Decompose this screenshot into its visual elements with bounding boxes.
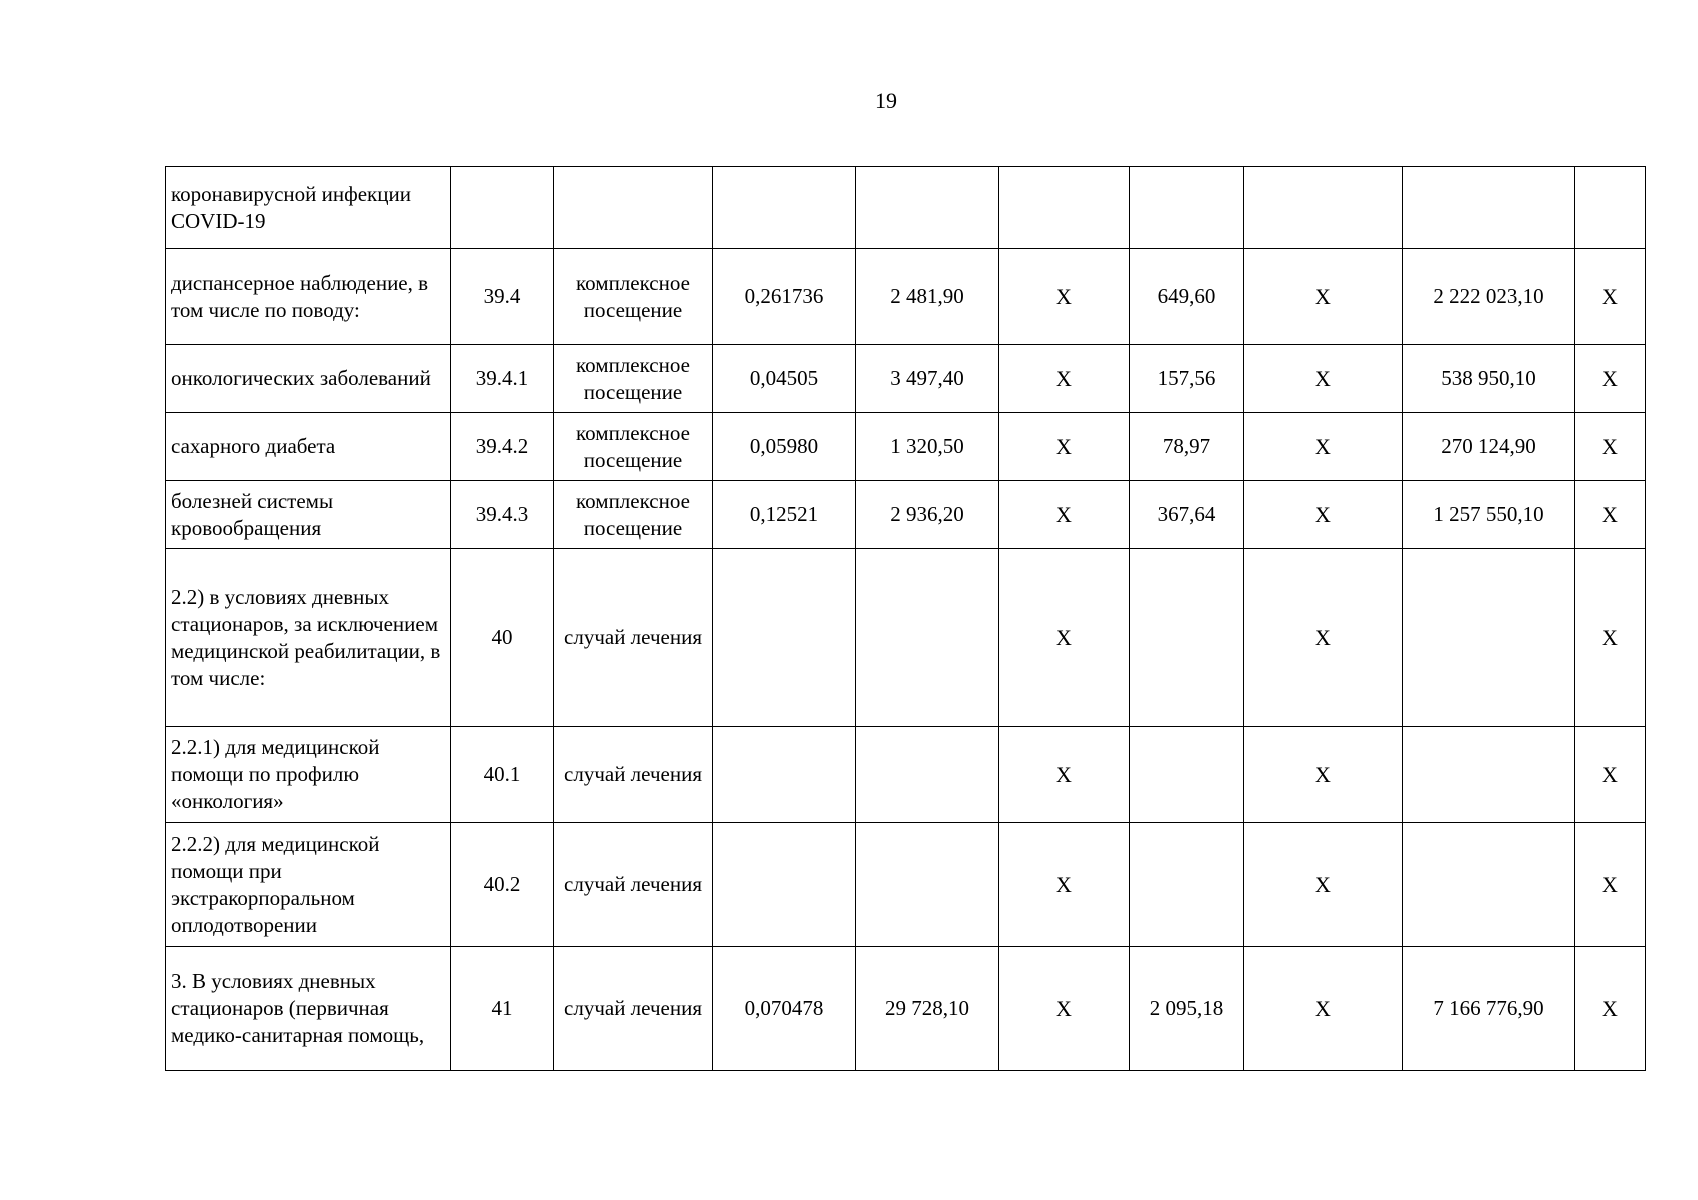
col6-cell: 2 095,18 bbox=[1130, 947, 1244, 1071]
volume-cell: 0,04505 bbox=[713, 345, 856, 413]
volume-cell: 0,12521 bbox=[713, 481, 856, 549]
unit-cell: комплексное посещение bbox=[554, 249, 713, 345]
col6-cell: 157,56 bbox=[1130, 345, 1244, 413]
col6-cell: 649,60 bbox=[1130, 249, 1244, 345]
unit-cell: случай лечения bbox=[554, 823, 713, 947]
col5-cell bbox=[999, 167, 1130, 249]
financing-table bbox=[165, 166, 1646, 1071]
col8-cell: 1 257 550,10 bbox=[1403, 481, 1575, 549]
table-row bbox=[166, 345, 1646, 413]
col9-cell: Х bbox=[1575, 727, 1646, 823]
volume-cell: 0,261736 bbox=[713, 249, 856, 345]
table-row bbox=[166, 549, 1646, 727]
table-row bbox=[166, 481, 1646, 549]
code-cell: 40.2 bbox=[451, 823, 554, 947]
col7-cell: Х bbox=[1244, 413, 1403, 481]
col9-cell: Х bbox=[1575, 947, 1646, 1071]
name-cell: болезней системы кровообращения bbox=[166, 481, 451, 549]
volume-cell bbox=[713, 823, 856, 947]
cost-cell bbox=[856, 549, 999, 727]
unit-cell: комплексное посещение bbox=[554, 413, 713, 481]
col5-cell: Х bbox=[999, 413, 1130, 481]
col7-cell: Х bbox=[1244, 947, 1403, 1071]
col8-cell: 7 166 776,90 bbox=[1403, 947, 1575, 1071]
col8-cell bbox=[1403, 727, 1575, 823]
col5-cell: Х bbox=[999, 947, 1130, 1071]
col7-cell bbox=[1244, 167, 1403, 249]
col5-cell: Х bbox=[999, 345, 1130, 413]
col6-cell bbox=[1130, 167, 1244, 249]
unit-cell: комплексное посещение bbox=[554, 345, 713, 413]
cost-cell bbox=[856, 823, 999, 947]
col5-cell: Х bbox=[999, 823, 1130, 947]
col7-cell: Х bbox=[1244, 249, 1403, 345]
col7-cell: Х bbox=[1244, 481, 1403, 549]
name-cell: коронавирусной инфекции COVID-19 bbox=[166, 167, 451, 249]
col9-cell: Х bbox=[1575, 345, 1646, 413]
unit-cell bbox=[554, 167, 713, 249]
col9-cell: Х bbox=[1575, 823, 1646, 947]
cost-cell: 29 728,10 bbox=[856, 947, 999, 1071]
col7-cell: Х bbox=[1244, 549, 1403, 727]
cost-cell: 2 481,90 bbox=[856, 249, 999, 345]
col6-cell bbox=[1130, 549, 1244, 727]
col8-cell bbox=[1403, 167, 1575, 249]
name-cell: 3. В условиях дневных стационаров (первичная медико-санитарная помощь, bbox=[166, 947, 451, 1071]
col6-cell bbox=[1130, 727, 1244, 823]
col8-cell bbox=[1403, 549, 1575, 727]
code-cell: 40 bbox=[451, 549, 554, 727]
col5-cell: Х bbox=[999, 249, 1130, 345]
col5-cell: Х bbox=[999, 727, 1130, 823]
col6-cell: 78,97 bbox=[1130, 413, 1244, 481]
cost-cell: 3 497,40 bbox=[856, 345, 999, 413]
volume-cell: 0,05980 bbox=[713, 413, 856, 481]
col8-cell: 2 222 023,10 bbox=[1403, 249, 1575, 345]
name-cell: 2.2.2) для медицинской помощи при экстракорпоральном оплодотворении bbox=[166, 823, 451, 947]
col5-cell: Х bbox=[999, 549, 1130, 727]
volume-cell: 0,070478 bbox=[713, 947, 856, 1071]
unit-cell: случай лечения bbox=[554, 549, 713, 727]
table-row bbox=[166, 947, 1646, 1071]
code-cell bbox=[451, 167, 554, 249]
unit-cell: комплексное посещение bbox=[554, 481, 713, 549]
col9-cell: Х bbox=[1575, 549, 1646, 727]
col9-cell: Х bbox=[1575, 481, 1646, 549]
col9-cell: Х bbox=[1575, 413, 1646, 481]
code-cell: 39.4 bbox=[451, 249, 554, 345]
name-cell: 2.2) в условиях дневных стационаров, за исключением медицинской реабилитации, в том числе: bbox=[166, 549, 451, 727]
cost-cell: 2 936,20 bbox=[856, 481, 999, 549]
name-cell: сахарного диабета bbox=[166, 413, 451, 481]
code-cell: 40.1 bbox=[451, 727, 554, 823]
col8-cell bbox=[1403, 823, 1575, 947]
code-cell: 39.4.1 bbox=[451, 345, 554, 413]
table-row bbox=[166, 167, 1646, 249]
col7-cell: Х bbox=[1244, 727, 1403, 823]
volume-cell bbox=[713, 167, 856, 249]
name-cell: 2.2.1) для медицинской помощи по профилю «онкология» bbox=[166, 727, 451, 823]
unit-cell: случай лечения bbox=[554, 727, 713, 823]
cost-cell bbox=[856, 167, 999, 249]
name-cell: онкологических заболеваний bbox=[166, 345, 451, 413]
code-cell: 39.4.3 bbox=[451, 481, 554, 549]
volume-cell bbox=[713, 549, 856, 727]
table-row bbox=[166, 727, 1646, 823]
cost-cell bbox=[856, 727, 999, 823]
code-cell: 39.4.2 bbox=[451, 413, 554, 481]
col6-cell: 367,64 bbox=[1130, 481, 1244, 549]
col9-cell bbox=[1575, 167, 1646, 249]
table-row bbox=[166, 249, 1646, 345]
unit-cell: случай лечения bbox=[554, 947, 713, 1071]
col8-cell: 538 950,10 bbox=[1403, 345, 1575, 413]
volume-cell bbox=[713, 727, 856, 823]
table-row bbox=[166, 823, 1646, 947]
page-number: 19 bbox=[875, 88, 897, 113]
name-cell: диспансерное наблюдение, в том числе по поводу: bbox=[166, 249, 451, 345]
cost-cell: 1 320,50 bbox=[856, 413, 999, 481]
code-cell: 41 bbox=[451, 947, 554, 1071]
table-body bbox=[166, 167, 1646, 1071]
col8-cell: 270 124,90 bbox=[1403, 413, 1575, 481]
col9-cell: Х bbox=[1575, 249, 1646, 345]
col7-cell: Х bbox=[1244, 345, 1403, 413]
col5-cell: Х bbox=[999, 481, 1130, 549]
col6-cell bbox=[1130, 823, 1244, 947]
col7-cell: Х bbox=[1244, 823, 1403, 947]
table-row bbox=[166, 413, 1646, 481]
